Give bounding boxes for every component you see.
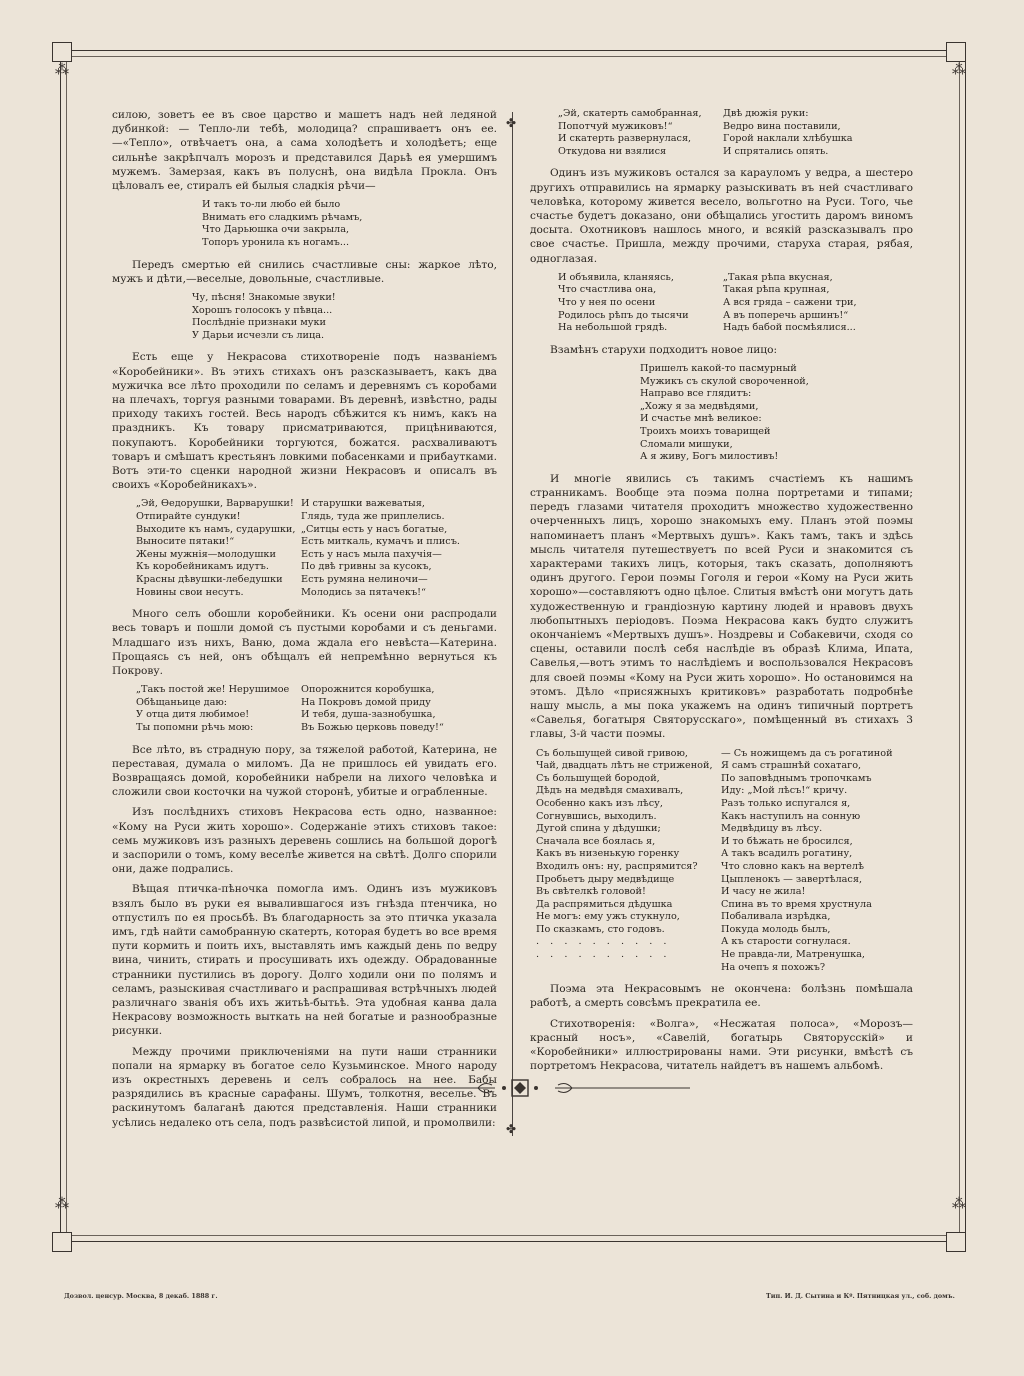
verse-line: „Эй, Ѳедорушки, Варварушки! <box>136 498 294 510</box>
verse-line: Спина въ то время хрустнула <box>721 898 872 910</box>
verse-line: Горой наклали хлѣбушка <box>723 133 853 145</box>
verse-line: Такая рѣпа крупная, <box>723 284 830 296</box>
verse-line: Ведро вина поставили, <box>723 120 841 132</box>
verse-line: Опорожнится коробушка, <box>301 684 435 696</box>
verse <box>112 199 497 249</box>
verse-line: Да распрямиться дѣдушка <box>536 898 673 910</box>
verse-line: Я самъ страшнѣй сохатаго, <box>721 760 862 772</box>
verse-line: Чай, двадцать лѣтъ не стриженой, <box>536 760 713 772</box>
paragraph: Передъ смертью ей снились счастливые сны: жаркое лѣто, мужъ и дѣти,—веселые, довольные, счастливые. <box>112 258 497 285</box>
bottom-ornament <box>360 1078 690 1098</box>
verse-line: И такъ то-ли любо ей было <box>202 199 341 211</box>
corner-ornament <box>946 1232 966 1252</box>
verse <box>112 684 497 734</box>
verse-line: Что у нея по осени <box>558 296 656 308</box>
verse-line: Красны дѣвушки-лебедушки <box>136 573 283 585</box>
verse-line: Послѣдніе признаки муки <box>192 317 327 329</box>
ellipsis-line: . . . . . . . . . . <box>536 936 671 948</box>
corner-ornament <box>946 42 966 62</box>
verse-line: Есть у насъ мыла пахучія— <box>301 548 442 560</box>
paragraph: силою, зоветъ ее въ свое царство и машетъ надъ ней ледяной дубинкой: — Тепло-ли тебѣ, молодица? спрашиваетъ онъ ее.—«Тепло», отвѣчаетъ она, а сама холодѣетъ и холодѣетъ; еще сильнѣе закрѣпчалъ морозъ и представился Дарьѣ ея умершимъ мужемъ. Замерзая, какъ въ полуснѣ, она видѣла Прокла. Онъ цѣловалъ ее, стиралъ ей былыя сладкія рѣчи— <box>112 109 497 193</box>
paragraph: И многіе явились съ такимъ счастіемъ къ нашимъ странникамъ. Вообще эта поэма полна портретами и типами; передъ глазами читателя проходитъ множество художественно очерченныхъ лицъ, хорошо знакомыхъ ему. Планъ этой поэмы напоминаетъ планъ «Мертвыхъ душъ». Какъ тамъ, такъ и здѣсь мысль читателя путешествуетъ по всей Руси и знакомится съ характерами такихъ лицъ, которыя, такъ сказать, дополняютъ одинъ другого. Герои поэмы Гоголя и герои «Кому на Руси жить хорошо»—составляютъ одно цѣлое. Слитыя вмѣстѣ они могутъ дать художественную и грандіозную картину людей и нравовъ двухъ любопытныхъ періодовъ. Поэма Некрасова какъ будто служитъ окончаніемъ «Мертвыхъ душъ». Ноздревы и Собакевичи, сходя со сцены, оставили послѣ себя наслѣдіе въ образѣ Клима, Ипата, Савелья,—вотъ этимъ то наслѣдіемъ и воспользовался Некрасовъ для своей поэмы «Кому на Руси жить хорошо». Но остановимся на этомъ. Дѣло «присяжныхъ критиковъ» разработать подробнѣе нашу мысль, а мы пока укажемъ на одинъ типичный портретъ «Савелья, богатыря Святорусскаго», помѣщенный въ стихахъ 3 главы, 3-й части поэмы. <box>530 472 913 741</box>
verse-line: Глядь, туда же приплелись. <box>301 511 445 522</box>
verse-line: — Съ ножищемъ да съ рогатиной <box>721 747 893 759</box>
border-ornament: ⁂ <box>952 1196 966 1212</box>
verse <box>112 498 497 599</box>
verse-line: Въ свѣтелкѣ головой! <box>536 886 646 898</box>
verse-line: И старушки важеватыя, <box>301 498 425 510</box>
verse-line: На Покровъ домой приду <box>301 696 431 708</box>
verse-line: Согнувшись, выходилъ. <box>536 810 657 822</box>
verse-line: „Ситцы есть у насъ богатые, <box>301 523 448 535</box>
verse-line: Разъ только испугался я, <box>721 797 851 809</box>
verse-line: На небольшой грядѣ. <box>558 322 668 334</box>
verse-line: Съ большущей сивой гривою, <box>536 747 688 759</box>
verse-line: „Такая рѣпа вкусная, <box>723 271 833 283</box>
verse-line: Мужикъ съ скулой свороченной, <box>640 375 809 387</box>
verse-line: Обѣщаньице даю: <box>136 696 228 708</box>
verse-line: Съ большущей бородой, <box>536 772 660 784</box>
verse-line: Дѣдъ на медвѣдя смахивалъ, <box>536 785 684 797</box>
verse-line: А я живу, Богъ милостивъ! <box>640 451 779 463</box>
verse-line: А вся гряда – сажени три, <box>723 296 857 308</box>
verse-line: Побаливала изрѣдка, <box>721 911 831 923</box>
verse-line: Къ коробейникамъ идутъ. <box>136 561 269 573</box>
divider-ornament: ✤ <box>506 1122 517 1136</box>
verse-line: У отца дитя любимое! <box>136 709 250 721</box>
verse-line: Попотчуй мужиковъ!“ <box>558 120 673 132</box>
verse-line: Откудова ни взялися <box>558 145 667 157</box>
censorship-note: Дозвол. ценсур. Москва, 8 декаб. 1888 г. <box>64 1292 218 1300</box>
right-column <box>530 108 913 1079</box>
verse-line: По заповѣднымъ тропочкамъ <box>721 772 872 784</box>
verse-line: Родилось рѣпъ до тысячи <box>558 309 689 321</box>
verse-line: Какъ наступилъ на сонную <box>721 810 861 822</box>
verse-line: И тебя, душа-зазнобушка, <box>301 709 436 721</box>
verse-line: Иду: „Мой лѣсъ!“ кричу. <box>721 785 848 797</box>
verse-line: Внимать его сладкимъ рѣчамъ, <box>202 211 363 223</box>
paragraph: Взамѣнъ старухи подходитъ новое лицо: <box>550 343 778 356</box>
verse-line: По сказкамъ, сто годовъ. <box>536 923 665 935</box>
verse-line: И часу не жила! <box>721 886 806 898</box>
verse-line: Отпирайте сундуки! <box>136 511 241 522</box>
verse-line: Выходите къ намъ, сударушки, <box>136 523 296 535</box>
verse-line: На очепъ я похожъ? <box>721 961 826 973</box>
verse-line: Медвѣдицу въ лѣсу. <box>721 823 823 835</box>
verse-line: Входилъ онъ: ну, распрямится? <box>536 860 698 872</box>
divider-ornament: ✤ <box>506 116 517 130</box>
border-ornament: ⁂ <box>55 62 69 78</box>
verse-line: Чу, пѣсня! Знакомые звуки! <box>192 292 336 303</box>
verse-line: Есть миткаль, кумачъ и плисъ. <box>301 536 460 548</box>
verse-line: Выносите пятаки!“ <box>136 536 235 548</box>
verse-line: У Дарьи исчезли съ лица. <box>192 329 325 341</box>
verse-line: Что счастлива она, <box>558 284 657 296</box>
verse-line: Жены мужнія—молодушки <box>136 548 276 560</box>
corner-ornament <box>52 1232 72 1252</box>
printer-note: Тип. И. Д. Сытина и Кº. Пятницкая ул., соб. домъ. <box>766 1292 955 1300</box>
verse-line: Пробьетъ дыру медвѣдище <box>536 873 675 885</box>
verse-line: Не правда-ли, Матренушка, <box>721 949 865 961</box>
verse-line: Особенно какъ изъ лѣсу, <box>536 797 663 809</box>
verse-line: По двѣ гривны за кусокъ, <box>301 561 432 573</box>
verse-line: Молодись за пятачекъ!“ <box>301 586 426 598</box>
corner-ornament <box>52 42 72 62</box>
verse-line: Топоръ уронила къ ногамъ... <box>202 237 350 248</box>
verse-line: Направо все глядитъ: <box>640 388 752 400</box>
border-ornament: ⁂ <box>952 62 966 78</box>
column-divider <box>512 112 513 1136</box>
left-column <box>112 108 497 1136</box>
paragraph: Стихотворенія: «Волга», «Несжатая полоса», «Морозъ—красный носъ», «Савелій, богатырь Святорусскій» и «Коробейники» иллюстрированы нами. Эти рисунки, вмѣстѣ съ портретомъ Некрасова, читатель найдетъ въ нашемъ альбомѣ. <box>530 1017 913 1073</box>
paragraph: Есть еще у Некрасова стихотвореніе подъ названіемъ «Коробейники». Въ этихъ стихахъ онъ разсказываетъ, какъ два мужичка все лѣто проходили по селамъ и деревнямъ съ коробами на плечахъ, торгуя разными товарами. Въ деревнѣ, извѣстно, рады приходу такихъ гостей. Весь народъ сбѣжится къ нимъ, какъ на праздникъ. Къ товару присматриваются, прицѣниваются, покупаютъ. Коробейники торгуются, божатся. расхваливаютъ товаръ и смѣшатъ крестьянъ ловкими побасенками и прибаутками. Вотъ эти-то сценки народной жизни Некрасовъ и описалъ въ своихъ «Коробейникахъ». <box>112 351 497 492</box>
verse-line: Новины свои несутъ. <box>136 586 244 598</box>
verse-line: И скатерть развернулася, <box>558 133 692 145</box>
paragraph: Между прочими приключеніями на пути наши странники попали на ярмарку въ богатое село Кузьминское. Много народу изъ окрестныхъ деревень и селъ собралось на нее. Бабы разрядились въ красные сарафаны. Шумъ, толкотня, веселье. Въ раскинутомъ балаганѣ даются представленія. Наши странники усѣлись недалеко отъ села, подъ развѣсистой липой, и промолвили: <box>112 1045 497 1129</box>
verse <box>530 363 913 464</box>
verse-line: Дугой спина у дѣдушки; <box>536 823 661 835</box>
verse-line: Хорошъ голосокъ у пѣвца... <box>192 304 333 316</box>
verse-line: И объявила, кланяясь, <box>558 271 674 283</box>
verse-line: А въ поперечь аршинъ!“ <box>723 309 849 321</box>
verse-line: Двѣ дюжія руки: <box>723 108 809 119</box>
verse <box>112 292 497 342</box>
paragraph: Изъ послѣднихъ стиховъ Некрасова есть одно, названное: «Кому на Руси жить хорошо». Содержаніе этихъ стиховъ такое: семь мужиковъ изъ разныхъ деревень сошлись на большой дорогѣ и заспорили о томъ, кому веселѣе живется на свѣтѣ. Долго спорили они, даже подрались. <box>112 806 497 876</box>
verse-line: Что Дарьюшка очи закрыла, <box>202 224 350 236</box>
verse <box>530 272 913 335</box>
verse-line: Пришелъ какой-то пасмурный <box>640 362 797 374</box>
border-ornament: ⁂ <box>55 1196 69 1212</box>
verse-line: Сначала все боялась я, <box>536 835 656 847</box>
verse-line: Сломали мишуки, <box>640 438 733 450</box>
verse-line: „Хожу я за медвѣдями, <box>640 400 759 412</box>
verse-line: „Такъ постой же! Нерушимое <box>136 684 290 696</box>
paragraph: Много селъ обошли коробейники. Къ осени они распродали весь товаръ и пошли домой съ пустыми коробами и съ деньгами. Младшаго изъ нихъ, Ваню, дома ждала его невѣста—Катерина. Прощаясь съ ней, онъ обѣщалъ ей непремѣнно вернуться къ Покрову. <box>112 608 497 677</box>
paragraph: Одинъ изъ мужиковъ остался за карауломъ у ведра, а шестеро другихъ отправились на ярмарку разыскивать въ ней счастливаго человѣка, которому живется весело, вольготно на Руси. Того, чье счастье будетъ доказано, они обѣщались угостить даромъ виномъ досыта. Охотниковъ нашлось много, и всякій разсказывалъ про свое счастье. Пришла, между прочими, старуха старая, рябая, одноглазая. <box>530 167 913 265</box>
paragraph: Все лѣто, въ страдную пору, за тяжелой работой, Катерина, не переставая, думала о миломъ. Да не пришлось ей увидать его. Возвращаясь домой, коробейники набрели на лихого человѣка и сложили свои косточки на чужой сторонѣ, убитые и ограбленные. <box>112 743 497 799</box>
verse-line: Ты попомни рѣчь мою: <box>136 721 254 733</box>
paragraph: Вѣщая птичка-пѣночка помогла имъ. Одинъ изъ мужиковъ взялъ было въ руки ея вывалившагося изъ гнѣзда птенчика, но отпустилъ по ея просьбѣ. Въ благодарность за это птичка указала имъ, гдѣ найти самобранную скатерть, которая будетъ во все время пути кормить и поить ихъ, выставлять имъ каждый день по ведру вина, чинить, стирать и просушивать ихъ одежду. Обрадованные странники пустились въ дорогу. Долго ходили они по полямъ и селамъ, разыскивая счастливаго и распрашивая встрѣчныхъ людей различнаго званія объ ихъ житьѣ-бытьѣ. Эта удобная канва дала Некрасову возможность выткать на ней богатые и разнообразные рисунки. <box>112 883 497 1038</box>
verse-line: И счастье мнѣ великое: <box>640 413 762 425</box>
verse-line: „Эй, скатерть самобранная, <box>558 108 702 119</box>
verse-line: Въ Божью церковь поведу!“ <box>301 721 444 733</box>
verse-line: Троихъ моихъ товарищей <box>640 425 771 437</box>
verse-line: И то бѣжать не бросился, <box>721 835 853 847</box>
verse-line: Надъ бабой посмѣялися... <box>723 322 856 334</box>
verse-line: Не могъ: ему ужъ стукнуло, <box>536 911 680 923</box>
paragraph: Поэма эта Некрасовымъ не окончена: болѣзнь помѣшала работѣ, а смерть совсѣмъ прекратила ее. <box>530 983 913 1010</box>
verse <box>530 748 913 975</box>
ellipsis-line: . . . . . . . . . . <box>536 949 671 961</box>
verse-line: Какъ въ низенькую горенку <box>536 848 680 860</box>
verse-line: Покуда молодь былъ, <box>721 923 831 935</box>
verse-line: А такъ всадилъ рогатину, <box>721 848 853 860</box>
verse <box>530 108 913 158</box>
verse-line: А къ старости согнулася. <box>721 936 851 948</box>
verse-line: Есть румяна нелиночи— <box>301 573 428 585</box>
verse-line: И спрятались опять. <box>723 145 829 157</box>
verse-line: Что словно какъ на вертелѣ <box>721 860 864 872</box>
verse-line: Цыпленокъ — завертѣлася, <box>721 873 863 885</box>
